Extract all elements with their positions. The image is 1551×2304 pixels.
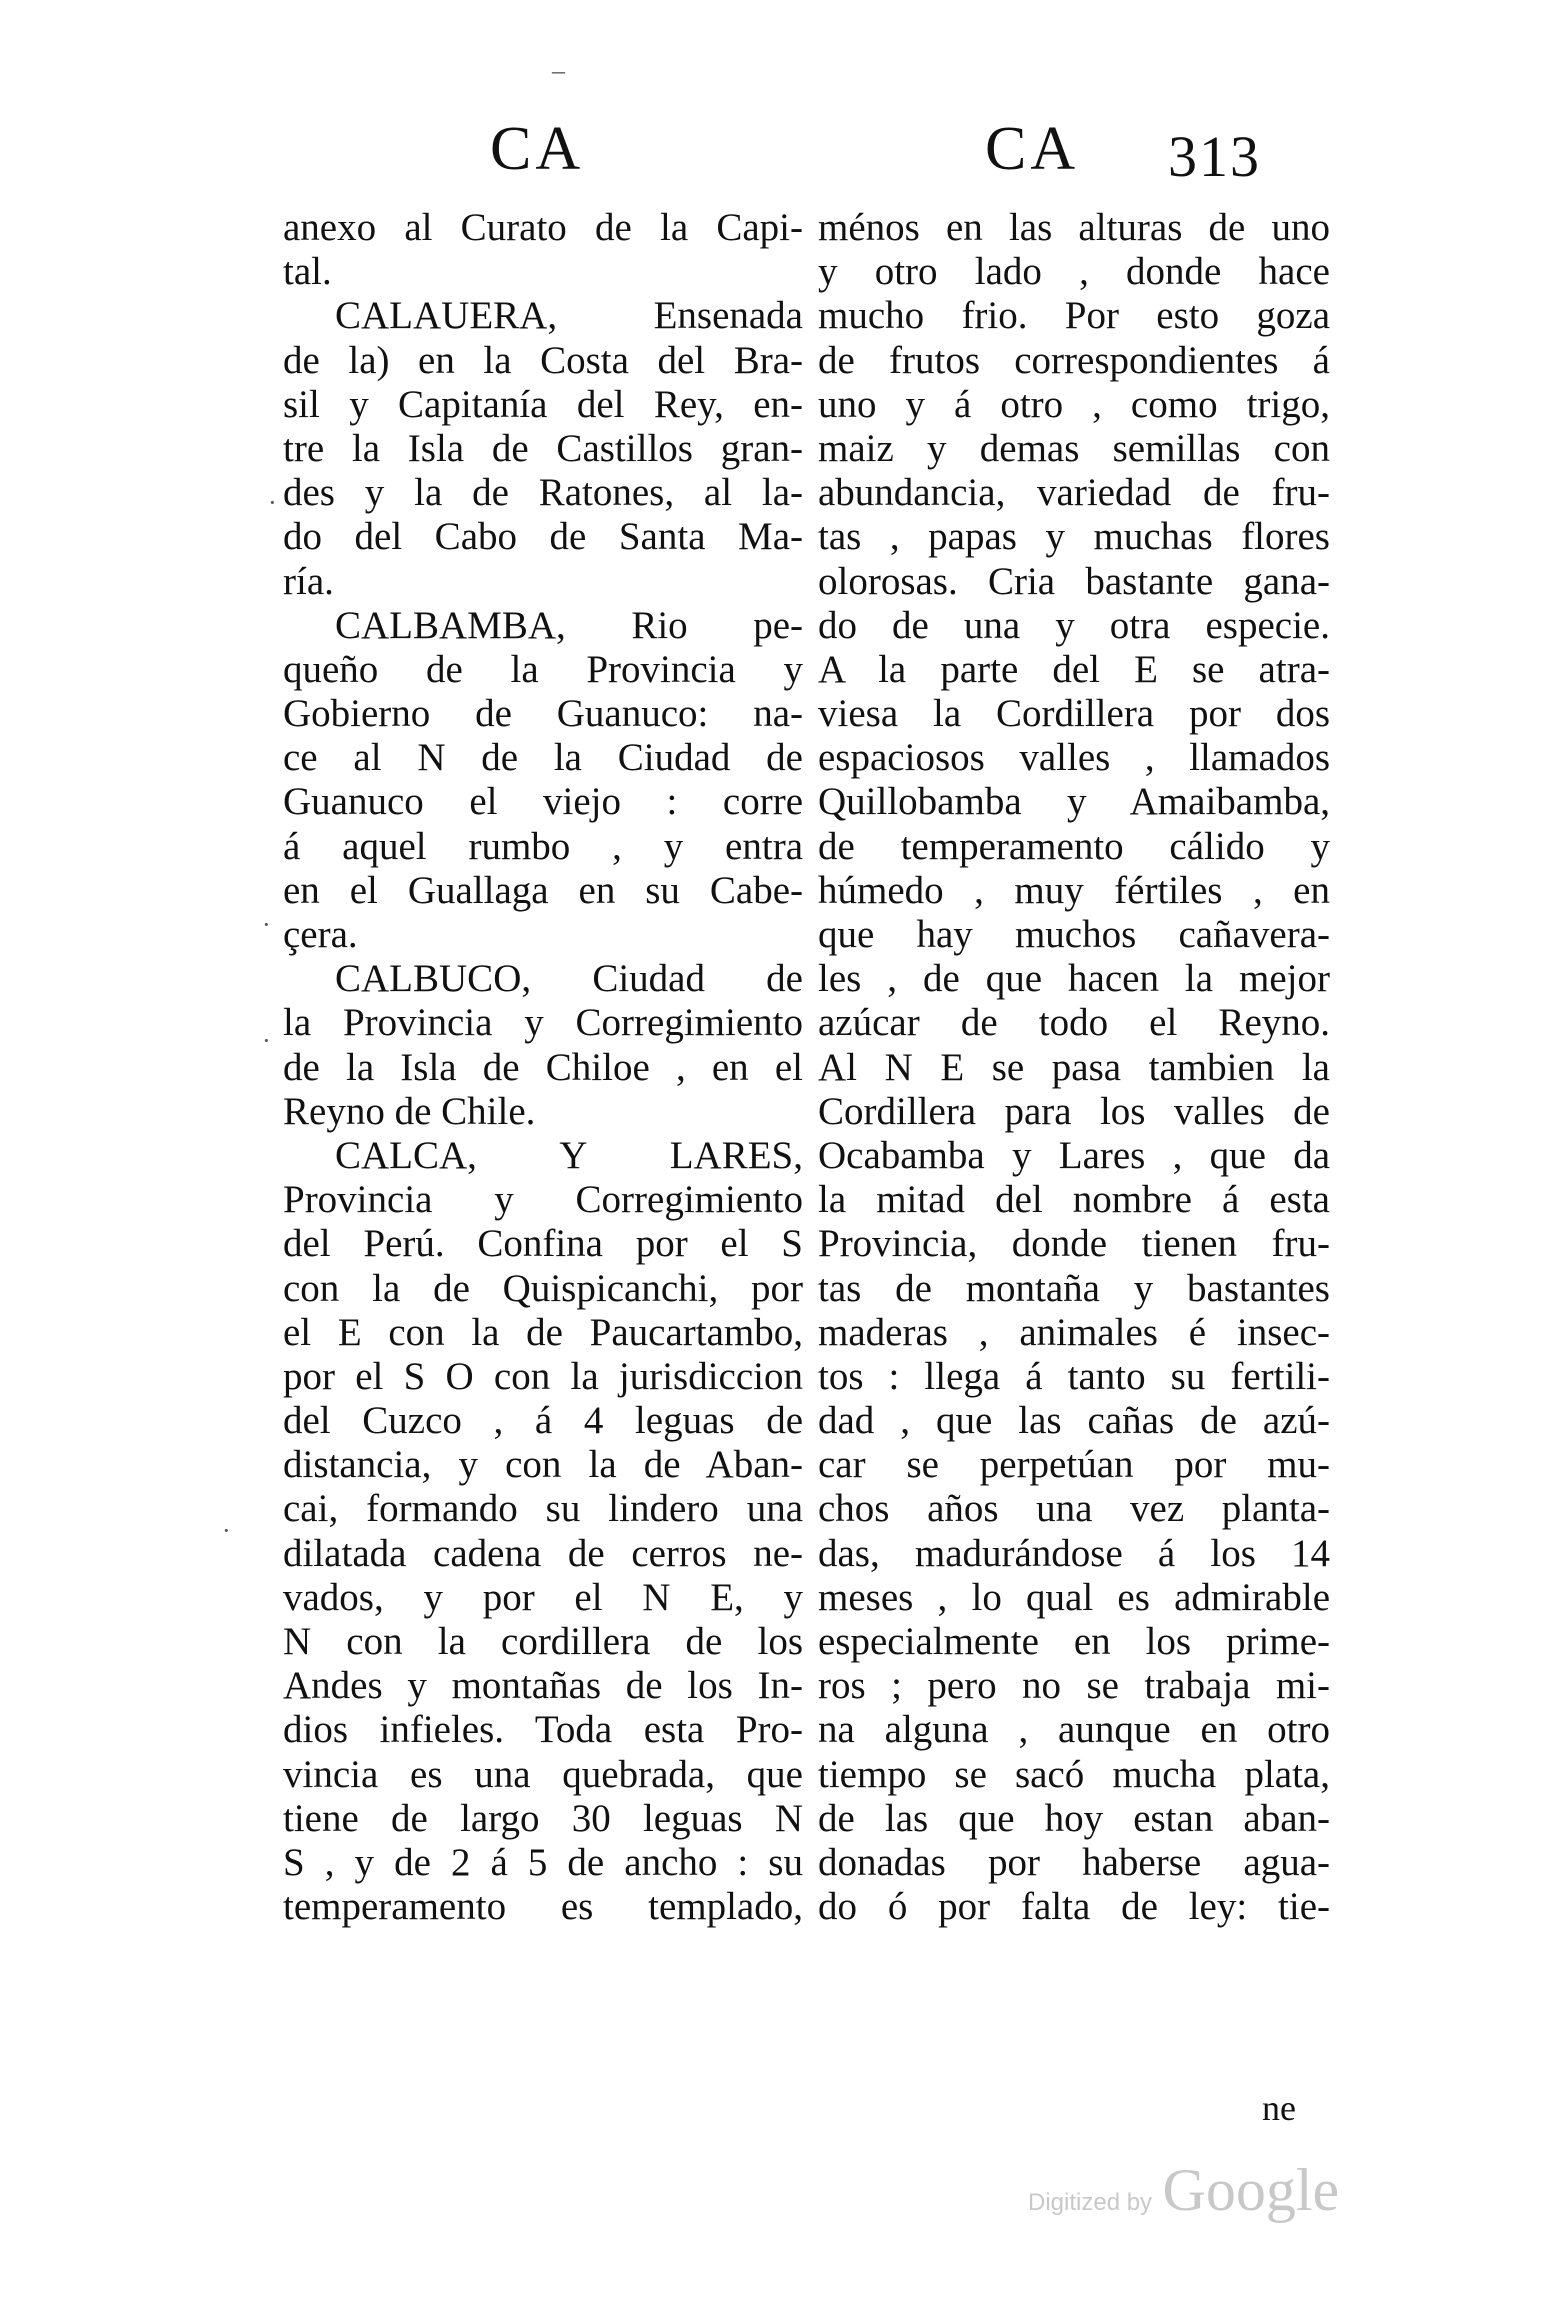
left-column-line: con la de Quispicanchi, por [283,1266,803,1310]
left-column-line: CALBUCO, Ciudad de [335,957,803,1001]
left-column-line: cai, formando su lindero una [283,1487,803,1531]
right-column-line: meses , lo qual es admirable [818,1575,1330,1619]
left-column-line: CALBAMBA, Rio pe- [335,603,803,647]
right-column-line: Al N E se pasa tambien la [818,1045,1330,1089]
left-column-line: por el S O con la jurisdiccion [283,1354,803,1398]
left-column-line: tre la Isla de Castillos gran- [283,426,803,470]
right-column-line: tos : llega á tanto su fertili- [818,1354,1330,1398]
right-column-line: tas de montaña y bastantes [818,1266,1330,1310]
left-column-line: la Provincia y Corregimiento [283,1001,803,1045]
left-column-line: ría. [283,559,334,603]
right-text-column [818,206,1330,1929]
right-column-line: do de una y otra especie. [818,603,1330,647]
print-speck: · [262,1026,271,1055]
right-column-line: espaciosos valles , llamados [818,736,1330,780]
watermark-prefix: Digitized by [1028,2189,1153,2216]
right-column-line: viesa la Cordillera por dos [818,692,1330,736]
right-column-line: Ocabamba y Lares , que da [818,1133,1330,1177]
left-column-line: ce al N de la Ciudad de [283,736,803,780]
right-column-line: Provincia, donde tienen fru- [818,1222,1330,1266]
right-column-line: y otro lado , donde hace [818,250,1330,294]
left-column-line: çera. [283,913,358,956]
right-column-line: de frutos correspondientes á [818,338,1330,382]
right-column-line: maiz y demas semillas con [818,426,1330,470]
left-column-line: Provincia y Corregimiento [283,1178,803,1222]
right-column-line: azúcar de todo el Reyno. [818,1001,1330,1045]
left-column-line: sil y Capitanía del Rey, en- [283,382,803,426]
right-column-line: que hay muchos cañavera- [818,913,1330,956]
left-column-line: anexo al Curato de la Capi- [283,206,803,249]
left-column-line: tal. [283,250,332,294]
left-column-line: de la) en la Costa del Bra- [283,338,803,382]
right-column-line: Cordillera para los valles de [818,1089,1330,1133]
catchword: ne [1262,2088,1296,2128]
left-column-line: distancia, y con la de Aban- [283,1443,803,1487]
right-column-line: les , de que hacen la mejor [818,957,1330,1001]
right-column-line: na alguna , aunque en otro [818,1708,1330,1752]
digitized-watermark [1028,2156,1339,2225]
left-text-column [283,206,803,1929]
left-column-line: do del Cabo de Santa Ma- [283,515,803,559]
right-column-line: de las que hoy estan aban- [818,1796,1330,1840]
left-column-line: Andes y montañas de los In- [283,1664,803,1708]
right-column-line: ros ; pero no se trabaja mi- [818,1664,1330,1708]
print-speck: · [268,488,277,517]
right-column-line: especialmente en los prime- [818,1620,1330,1663]
left-column-line: del Cuzco , á 4 leguas de [283,1399,803,1443]
right-column-line: tiempo se sacó mucha plata, [818,1752,1330,1796]
left-column-line: á aquel rumbo , y entra [283,824,803,868]
watermark-brand: Google [1162,2157,1340,2223]
print-speck: · [222,1516,231,1545]
right-column-line: das, madurándose á los 14 [818,1531,1330,1575]
left-column-line: en el Guallaga en su Cabe- [283,868,803,912]
left-column-line: tiene de largo 30 leguas N [283,1796,803,1840]
left-running-head: CA [490,115,585,183]
left-column-line: N con la cordillera de los [283,1620,803,1663]
right-column-line: Quillobamba y Amaibamba, [818,780,1330,824]
left-column-line: CALCA, Y LARES, [335,1133,803,1177]
right-column-line: car se perpetúan por mu- [818,1443,1330,1487]
page-number: 313 [1168,124,1261,189]
print-speck: – [552,56,565,85]
left-column-line: Gobierno de Guanuco: na- [283,692,803,736]
left-column-line: de la Isla de Chiloe , en el [283,1045,803,1089]
right-column-line: abundancia, variedad de fru- [818,471,1330,515]
left-column-line: CALAUERA, Ensenada [335,294,803,338]
right-column-line: olorosas. Cria bastante gana- [818,559,1330,603]
right-column-line: uno y á otro , como trigo, [818,382,1330,426]
left-column-line: Reyno de Chile. [283,1089,536,1133]
right-column-line: do ó por falta de ley: tie- [818,1885,1330,1929]
left-column-line: temperamento es templado, [283,1885,803,1929]
right-column-line: la mitad del nombre á esta [818,1178,1330,1222]
right-column-line: tas , papas y muchas flores [818,515,1330,559]
print-speck: · [262,910,271,939]
right-column-line: A la parte del E se atra- [818,647,1330,691]
left-column-line: des y la de Ratones, al la- [283,471,803,515]
right-column-line: maderas , animales é insec- [818,1310,1330,1354]
left-column-line: S , y de 2 á 5 de ancho : su [283,1840,803,1884]
left-column-line: dilatada cadena de cerros ne- [283,1531,803,1575]
left-column-line: del Perú. Confina por el S [283,1222,803,1266]
left-column-line: queño de la Provincia y [283,647,803,691]
left-column-line: vados, y por el N E, y [283,1575,803,1619]
right-column-line: ménos en las alturas de uno [818,206,1330,249]
right-running-head: CA [985,115,1080,183]
left-column-line: Guanuco el viejo : corre [283,780,803,824]
left-column-line: el E con la de Paucartambo, [283,1310,803,1354]
left-column-line: dios infieles. Toda esta Pro- [283,1708,803,1752]
right-column-line: donadas por haberse agua- [818,1840,1330,1884]
left-column-line: vincia es una quebrada, que [283,1752,803,1796]
right-column-line: húmedo , muy fértiles , en [818,868,1330,912]
right-column-line: de temperamento cálido y [818,824,1330,868]
right-column-line: mucho frio. Por esto goza [818,294,1330,338]
right-column-line: dad , que las cañas de azú- [818,1399,1330,1443]
right-column-line: chos años una vez planta- [818,1487,1330,1531]
